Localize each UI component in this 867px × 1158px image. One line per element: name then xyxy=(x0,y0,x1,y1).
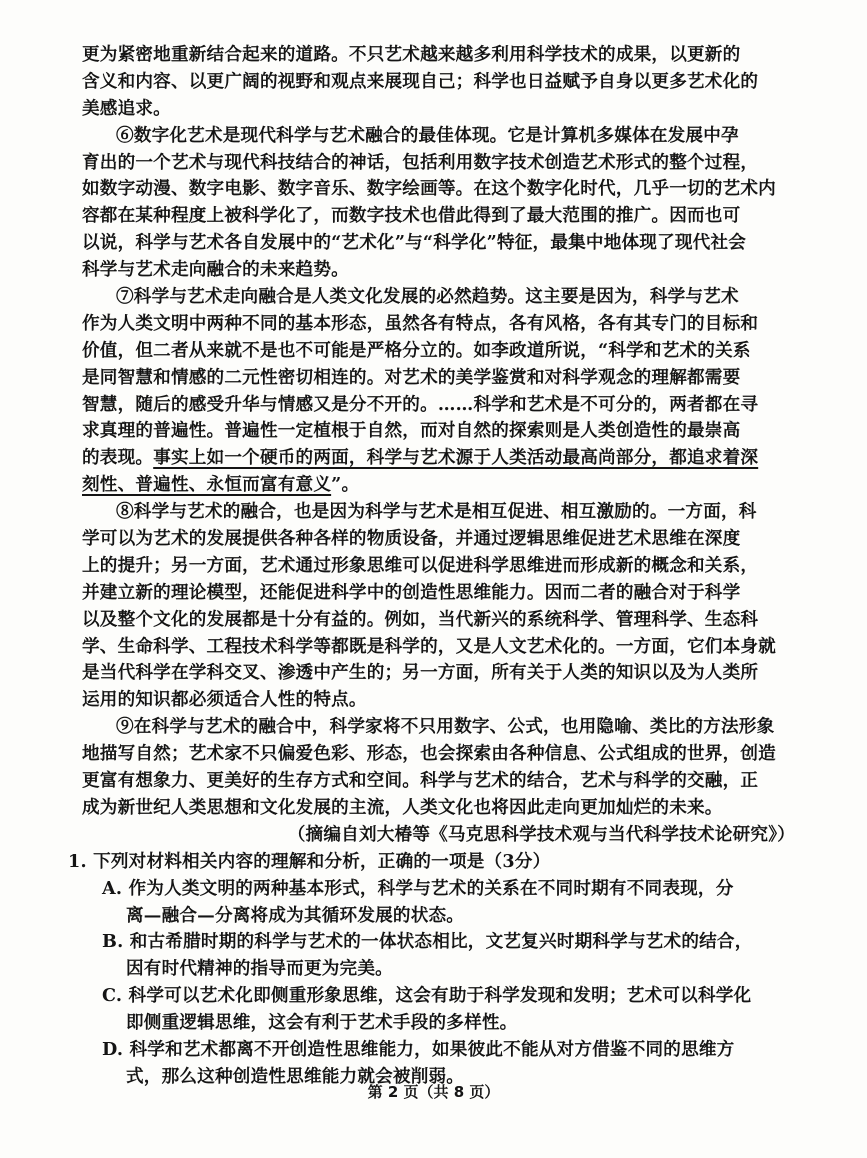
underlined-text: 事实上如一个硬币的两面，科学与艺术源于人类活动最高尚部分，都追求着深 xyxy=(153,447,759,469)
paragraph-6-start: ⑥数字化艺术是现代科学与艺术融合的最佳体现。它是计算机多媒体在发展中孕 xyxy=(116,124,739,146)
text-line: 如数字动漫、数字电影、数字音乐、数字绘画等。在这个数字化时代，几乎一切的艺术内 xyxy=(82,178,776,200)
text-line: 更为紧密地重新结合起来的道路。不只艺术越来越多利用科学技术的成果，以更新的 xyxy=(82,44,741,65)
option-line: 式，那么这种创造性思维能力就会被削弱。 xyxy=(126,1065,465,1087)
text-line: 更富有想象力、更美好的生存方式和空间。科学与艺术的结合，艺术与科学的交融，正 xyxy=(82,770,759,792)
underlined-text: 刻性、普遍性、永恒而富有意义 xyxy=(82,474,332,496)
text-line: 上的提升；另一方面，艺术通过形象思维可以促进科学思维进而形成新的概念和关系， xyxy=(82,554,759,576)
text-line-underlined xyxy=(82,445,805,472)
text-line: 以说，科学与艺术各自发展中的“艺术化”与“科学化”特征，最集中地体现了现代社会 xyxy=(82,232,747,254)
page-number: 第 2 页（共 8 页） xyxy=(367,1083,500,1101)
text-line: 学可以为艺术的发展提供各种各样的物质设备，并通过逻辑思维促进艺术思维在深度 xyxy=(82,528,741,550)
paragraph-8-start: ⑧科学与艺术的融合，也是因为科学与艺术是相互促进、相互激励的。一方面，科 xyxy=(116,501,757,523)
text-line-underlined xyxy=(82,472,805,499)
plain-text: ”。 xyxy=(331,474,360,496)
text-line: 含义和内容、以更广阔的视野和观点来展现自己；科学也日益赋予自身以更多艺术化的 xyxy=(82,70,759,92)
text-line: 成为新世纪人类思想和文化发展的主流，人类文化也将因此走向更加灿烂的未来。 xyxy=(82,796,723,818)
text-line: 是当代科学在学科交叉、渗透中产生的；另一方面，所有关于人类的知识以及为人类所 xyxy=(82,662,759,684)
text-line: 是同智慧和情感的二元性密切相连的。对艺术的美学鉴赏和对科学观念的理解都需要 xyxy=(82,366,741,388)
source-citation: （摘编自刘大椿等《马克思科学技术观与当代科学技术论研究》） xyxy=(287,823,795,845)
paragraph-7-start: ⑦科学与艺术走向融合是人类文化发展的必然趋势。这主要是因为，科学与艺术 xyxy=(116,286,739,308)
option-line: D. 科学和艺术都离不开创造性思维能力，如果彼此不能从对方借鉴不同的思维方 xyxy=(102,1038,735,1060)
option-c[interactable] xyxy=(82,983,805,1037)
option-line: 离—融合—分离将成为其循环发展的状态。 xyxy=(126,904,465,926)
option-line: 因有时代精神的指导而更为完美。 xyxy=(126,958,393,980)
text-line: 运用的知识都必须适合人性的特点。 xyxy=(82,689,367,711)
text-line: 智慧，随后的感受升华与情感又是分不开的。……科学和艺术是不可分的，两者都在寻 xyxy=(82,393,759,415)
text-line: 学、生命科学、工程技术科学等都既是科学的，又是人文艺术化的。一方面，它们本身就 xyxy=(82,635,776,657)
option-line: B. 和古希腊时期的科学与艺术的一体状态相比，文艺复兴时期科学与艺术的结合， xyxy=(102,931,753,953)
option-line: C. 科学可以艺术化即侧重形象思维，这会有助于科学发现和发明；艺术可以科学化 xyxy=(102,985,752,1007)
text-line: 地描写自然；艺术家不只偏爱色彩、形态，也会探索由各种信息、公式组成的世界，创造 xyxy=(82,743,776,765)
text-line: 求真理的普遍性。普遍性一定植根于自然，而对自然的探索则是人类创造性的最崇高 xyxy=(82,420,741,442)
text-line: 以及整个文化的发展都是十分有益的。例如，当代新兴的系统科学、管理科学、生态科 xyxy=(82,608,759,630)
text-line: 并建立新的理论模型，还能促进科学中的创造性思维能力。因而二者的融合对于科学 xyxy=(82,581,741,603)
question-stem: 1. 下列对材料相关内容的理解和分析，正确的一项是（3分） xyxy=(68,850,551,872)
text-line: 美感追求。 xyxy=(82,97,171,119)
option-line: A. 作为人类文明的两种基本形式，科学与艺术的关系在不同时期有不同表现，分 xyxy=(102,877,734,899)
option-line: 即侧重逻辑思维，这会有利于艺术手段的多样性。 xyxy=(126,1012,518,1034)
option-b[interactable] xyxy=(82,929,805,983)
plain-text: 的表现。 xyxy=(82,447,154,469)
text-line: 容都在某种程度上被科学化了，而数字技术也借此得到了最大范围的推广。因而也可 xyxy=(82,205,741,227)
text-line: 育出的一个艺术与现代科技结合的神话，包括利用数字技术创造艺术形式的整个过程， xyxy=(82,151,759,173)
question-1 xyxy=(68,849,805,1091)
text-line: 作为人类文明中两种不同的基本形态，虽然各有特点，各有风格，各有其专门的目标和 xyxy=(82,312,759,334)
text-line: 科学与艺术走向融合的未来趋势。 xyxy=(82,259,349,281)
paragraph-9-start: ⑨在科学与艺术的融合中，科学家将不只用数字、公式，也用隐喻、类比的方法形象 xyxy=(116,716,775,738)
passage xyxy=(82,42,805,849)
option-a[interactable] xyxy=(82,876,805,930)
text-line: 价值，但二者从来就不是也不可能是严格分立的。如李政道所说，“科学和艺术的关系 xyxy=(82,339,751,361)
